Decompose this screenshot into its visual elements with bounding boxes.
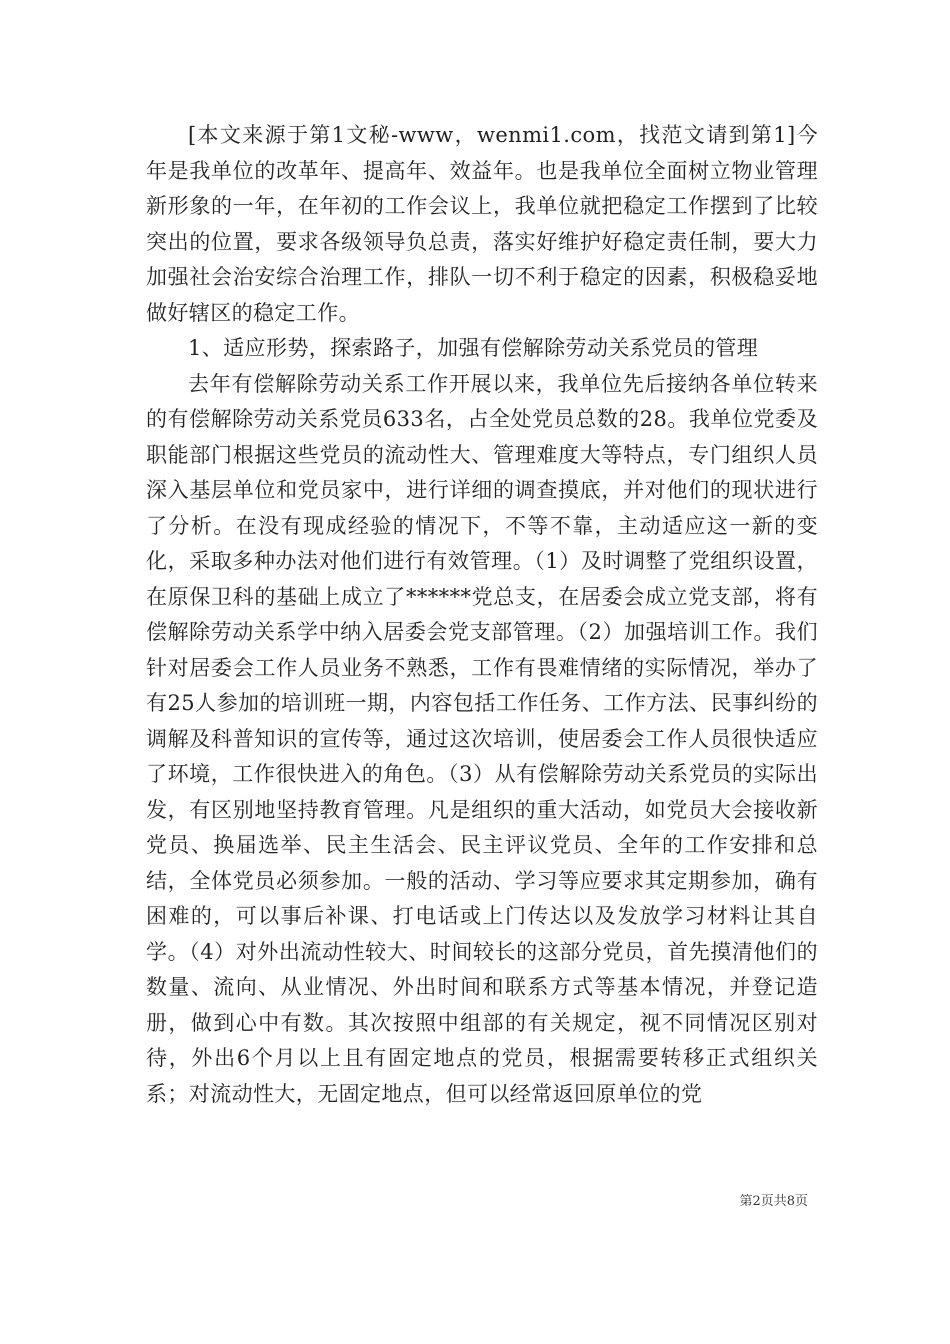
document-body xyxy=(146,118,818,1112)
paragraph-intro: [本文来源于第1文秘-www，wenmi1.com，找范文请到第1]今年是我单位的改革年、提高年、效益年。也是我单位全面树立物业管理新形象的一年，在年初的工作会议上，我单位就把稳定工作摆到了比较突出的位置，要求各级领导负总责，落实好维护好稳定责任制，要大力加强社会治安综合治理工作，排队一切不利于稳定的因素，积极稳妥地做好辖区的稳定工作。 xyxy=(146,123,818,325)
paragraph-body: 去年有偿解除劳动关系工作开展以来，我单位先后接纳各单位转来的有偿解除劳动关系党员633名，占全处党员总数的28。我单位党委及职能部门根据这些党员的流动性大、管理难度大等特点，专门组织人员深入基层单位和党员家中，进行详细的调查摸底，并对他们的现状进行了分析。在没有现成经验的情况下，不等不靠，主动适应这一新的变化，采取多种办法对他们进行有效管理。（1）及时调整了党组织设置，在原保卫科的基础上成立了******党总支，在居委会成立党支部，将有偿解除劳动关系学中纳入居委会党支部管理。（2）加强培训工作。我们针对居委会工作人员业务不熟悉，工作有畏难情绪的实际情况，举办了有25人参加的培训班一期，内容包括工作任务、工作方法、民事纠纷的调解及科普知识的宣传等，通过这次培训，使居委会工作人员很快适应了环境，工作很快进入的角色。（3）从有偿解除劳动关系党员的实际出发，有区别地坚持教育管理。凡是组织的重大活动，如党员大会接收新党员、换届选举、民主生活会、民主评议党员、全年的工作安排和总结，全体党员必须参加。一般的活动、学习等应要求其定期参加，确有困难的，可以事后补课、打电话或上门传达以及发放学习材料让其自学。（4）对外出流动性较大、时间较长的这部分党员，首先摸清他们的数量、流向、从业情况、外出时间和联系方式等基本情况，并登记造册，做到心中有数。其次按照中组部的有关规定，视不同情况区别对待，外出6个月以上且有固定地点的党员，根据需要转移正式组织关系；对流动性大，无固定地点，但可以经常返回原单位的党 xyxy=(146,371,818,1106)
section-heading: 1、适应形势，探索路子，加强有偿解除劳动关系党员的管理 xyxy=(188,336,759,360)
page-number: 第2页共8页 xyxy=(739,1194,808,1209)
